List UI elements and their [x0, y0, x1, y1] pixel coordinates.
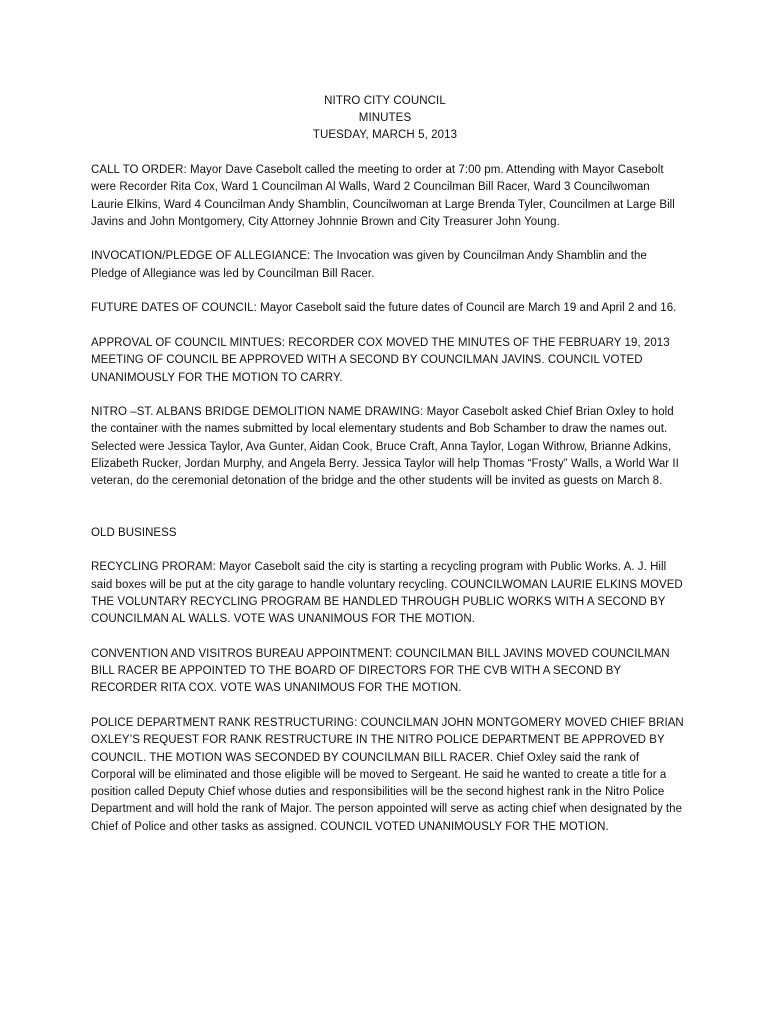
approval-paragraph: APPROVAL OF COUNCIL MINTUES: RECORDER COX MOVED THE MINUTES OF THE FEBRUARY 19, 2013 MEETING OF COUNCIL BE APPROVED WITH A SECOND BY COUNCILMAN JAVINS. COUNCIL VOTED UNANIMOUSLY FOR THE MOTION TO CARRY. — [91, 336, 670, 384]
council-title: NITRO CITY COUNCIL — [324, 95, 446, 107]
minutes-title: MINUTES — [358, 112, 412, 124]
invocation-paragraph: INVOCATION/PLEDGE OF ALLEGIANCE: The Invocation was given by Councilman Andy Shamblin and the Pledge of Allegiance was led by Councilman Bill Racer. — [91, 250, 647, 280]
police-restructuring-paragraph: POLICE DEPARTMENT RANK RESTRUCTURING: COUNCILMAN JOHN MONTGOMERY MOVED CHIEF BRIAN OXLEY’S REQUEST FOR RANK RESTRUCTURE IN THE NITRO POLICE DEPARTMENT BE APPROVED BY COUNCIL. THE MOTION WAS SECONDED BY COUNCILMAN BILL RACER. Chief Oxley said the rank of Corporal will be eliminated and those eligible will be moved to Sergeant. He said he wanted to create a title for a position called Deputy Chief whose duties and responsibilities will be the second highest rank in the Nitro Police Department and will hold the rank of Major. The person appointed will serve as acting chief when designated by the Chief of Police and other tasks as assigned. COUNCIL VOTED UNANIMOUSLY FOR THE MOTION. — [91, 716, 684, 833]
document-body — [91, 162, 685, 853]
call-to-order-paragraph: CALL TO ORDER: Mayor Dave Casebolt called the meeting to order at 7:00 pm. Attending with Mayor Casebolt were Recorder Rita Cox, Ward 1 Councilman Al Walls, Ward 2 Councilman Bill Racer, Ward 3 Councilwoman Laurie Elkins, Ward 4 Councilman Andy Shamblin, Councilwoman at Large Brenda Tyler, Councilmen at Large Bill Javins and John Montgomery, City Attorney Johnnie Brown and City Treasurer John Young. — [91, 164, 675, 228]
document-header — [0, 93, 770, 144]
meeting-date: TUESDAY, MARCH 5, 2013 — [312, 129, 458, 141]
bridge-drawing-paragraph: NITRO –ST. ALBANS BRIDGE DEMOLITION NAME DRAWING: Mayor Casebolt asked Chief Brian Oxley to hold the container with the names submitted by local elementary students and Bob Schamber to draw the names out. Selected were Jessica Taylor, Ava Gunter, Aidan Cook, Bruce Craft, Anna Taylor, Logan Withrow, Brianne Adkins, Elizabeth Rucker, Jordan Murphy, and Angela Berry. Jessica Taylor will help Thomas “Frosty” Walls, a World War II veteran, do the ceremonial detonation of the bridge and the other students will be invited as guests on March 8. — [91, 406, 679, 488]
old-business-heading: OLD BUSINESS — [91, 526, 177, 539]
future-dates-paragraph: FUTURE DATES OF COUNCIL: Mayor Casebolt said the future dates of Council are March 19 and April 2 and 16. — [91, 302, 677, 315]
recycling-paragraph: RECYCLING PRORAM: Mayor Casebolt said the city is starting a recycling program with Public Works. A. J. Hill said boxes will be put at the city garage to handle voluntary recycling. COUNCILWOMAN LAURIE ELKINS MOVED THE VOLUNTARY RECYCLING PROGRAM BE HANDLED THROUGH PUBLIC WORKS WITH A SECOND BY COUNCILMAN AL WALLS. VOTE WAS UNANIMOUS FOR THE MOTION. — [91, 561, 683, 626]
cvb-appointment-paragraph: CONVENTION AND VISITROS BUREAU APPOINTMENT: COUNCILMAN BILL JAVINS MOVED COUNCILMAN BILL RACER BE APPOINTED TO THE BOARD OF DIRECTORS FOR THE CVB WITH A SECOND BY RECORDER RITA COX. VOTE WAS UNANIMOUS FOR THE MOTION. — [91, 647, 670, 695]
